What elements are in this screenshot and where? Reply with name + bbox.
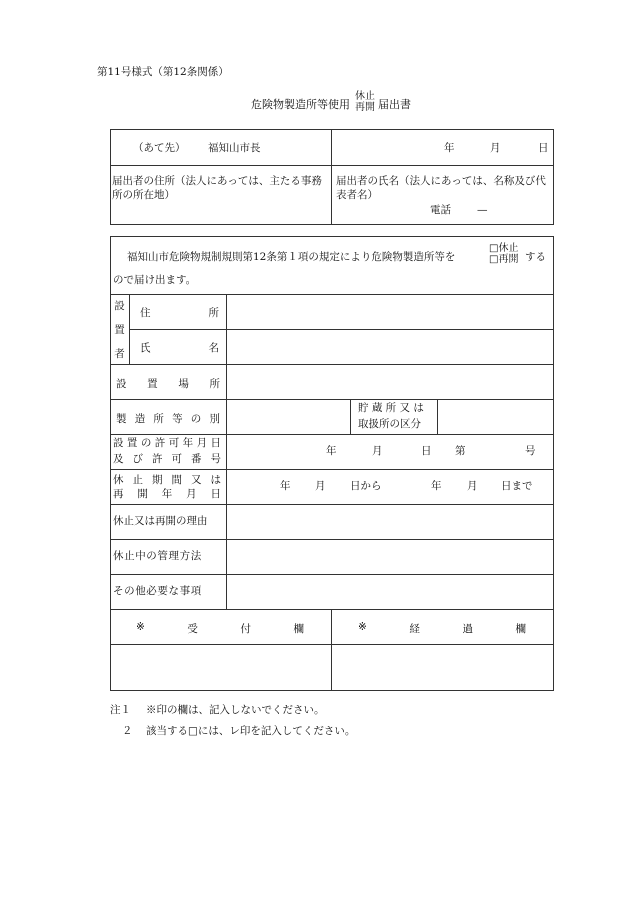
storage-right-rule	[437, 399, 438, 434]
location-label	[116, 376, 220, 391]
label-char: 又	[191, 474, 202, 486]
installer-char: 置	[114, 324, 125, 336]
location-input[interactable]	[228, 366, 552, 398]
date-day-label: 日	[538, 142, 549, 154]
label-char: 許	[152, 453, 163, 465]
label-char: 置	[147, 378, 158, 390]
label-char: 欄	[293, 623, 304, 635]
progress-area	[333, 646, 552, 689]
label-char: 号	[210, 453, 221, 465]
row-rule	[110, 399, 554, 400]
period-from-month: 月	[315, 480, 326, 492]
label-char: 可	[171, 453, 182, 465]
label-char: 月	[186, 488, 197, 500]
date-year-label: 年	[444, 142, 455, 154]
period-to-month: 月	[467, 480, 478, 492]
note1-prefix: 注１	[110, 704, 131, 716]
label-char: 開	[137, 488, 148, 500]
applicant-address-field[interactable]	[112, 175, 328, 202]
label-char: 間	[171, 474, 182, 486]
label-char: 所	[153, 413, 164, 425]
installer-name-label	[140, 340, 219, 355]
period-from-year: 年	[280, 480, 291, 492]
permit-no-prefix: 第	[455, 445, 466, 457]
statement-line2: ので届け出ます。	[113, 274, 197, 286]
facility-type-input[interactable]	[228, 401, 349, 433]
row-rule	[129, 329, 554, 330]
installer-name-input[interactable]	[228, 331, 552, 363]
label-char: は	[210, 474, 221, 486]
installer-char: 者	[114, 348, 125, 360]
statement-checkbox-stack[interactable]	[489, 244, 518, 265]
label-char: 所	[209, 378, 220, 390]
checkbox-suspend[interactable]: □休止	[489, 243, 519, 254]
row-rule	[110, 644, 554, 645]
storage-class-input[interactable]	[439, 401, 552, 433]
date-month-label: 月	[490, 142, 501, 154]
label-char: ※	[136, 621, 145, 633]
permit-label-line1: 設置の許可年月日	[113, 437, 221, 449]
label-char: 等	[172, 413, 183, 425]
progress-header	[358, 621, 526, 636]
label-char: 期	[152, 474, 163, 486]
title-prefix: 危険物製造所等使用	[251, 98, 350, 111]
form-number: 第11号様式（第12条関係）	[97, 66, 229, 78]
label-char: の	[190, 413, 202, 425]
header-divider	[110, 165, 554, 166]
label-char: 日	[210, 488, 221, 500]
reason-label: 休止又は再開の理由	[113, 515, 208, 527]
label-char: 経	[409, 623, 420, 635]
label-char: 及	[113, 453, 124, 465]
storage-label-line1: 貯 蔵 所 又 は	[358, 402, 424, 414]
addressee-label: （あて先）	[133, 142, 186, 154]
addressee-name: 福知山市長	[208, 142, 261, 154]
label-char: び	[132, 453, 143, 465]
management-input[interactable]	[228, 541, 552, 573]
phone-label[interactable]: 電話	[430, 204, 451, 216]
title-option-resume: 再開	[355, 101, 375, 113]
label-char: 年	[161, 488, 173, 500]
reception-area	[112, 646, 330, 689]
permit-month-label: 月	[372, 445, 383, 457]
applicant-name-label: 届出者の氏名（法人にあっては、名称及び代表者名）	[336, 175, 546, 201]
storage-left-rule	[350, 399, 351, 434]
label-char: 過	[462, 623, 473, 635]
period-label-line2	[113, 486, 221, 501]
row-rule	[110, 294, 554, 295]
note2-text: 該当する□には、レ印を記入してください。	[146, 725, 356, 737]
reception-header	[136, 621, 304, 636]
title-option-suspend: 休止	[355, 91, 375, 102]
note2-prefix: ２	[122, 725, 133, 737]
management-label: 休止中の管理方法	[113, 550, 202, 562]
phone-dash: —	[477, 204, 488, 216]
label-char: 別	[209, 413, 220, 425]
other-label: その他必要な事項	[113, 585, 202, 597]
permit-label-line2	[113, 451, 221, 466]
label-char: 欄	[515, 623, 526, 635]
statement-suffix: する	[525, 251, 546, 263]
permit-year-label: 年	[326, 445, 337, 457]
row-rule	[110, 469, 554, 470]
applicant-name-field[interactable]	[336, 175, 550, 202]
header-column-divider	[331, 129, 332, 225]
installer-char: 設	[114, 300, 125, 312]
reception-column-rule	[331, 609, 332, 691]
row-rule	[110, 574, 554, 575]
label-char: 造	[134, 413, 146, 425]
facility-type-label	[116, 411, 220, 426]
period-from-day: 日から	[350, 480, 382, 492]
title-option-stack	[355, 92, 375, 113]
statement-line1: 福知山市危険物規制規則第12条第１項の規定により危険物製造所等を	[127, 251, 456, 263]
label-char: 住	[140, 307, 151, 319]
permit-no-suffix: 号	[525, 445, 536, 457]
applicant-address-label: 届出者の住所（法人にあっては、主たる事務所の所在地）	[112, 175, 322, 201]
installer-label	[111, 298, 128, 361]
label-char: 付	[240, 623, 251, 635]
label-char: 止	[132, 474, 143, 486]
label-char: 製	[116, 413, 127, 425]
label-char: 設	[116, 378, 127, 390]
checkbox-resume[interactable]: □再開	[489, 253, 519, 265]
note1-text: ※印の欄は、記入しないでください。	[146, 704, 325, 716]
label-char: 番	[191, 453, 202, 465]
label-char: 所	[208, 307, 219, 319]
label-char: 休	[113, 474, 124, 486]
installer-column-rule	[129, 294, 130, 364]
label-char: 氏	[140, 342, 151, 354]
reason-input[interactable]	[228, 506, 552, 538]
permit-input[interactable]	[228, 436, 552, 468]
row-rule	[110, 609, 554, 610]
row-rule	[110, 504, 554, 505]
row-rule	[110, 434, 554, 435]
storage-label-line2: 取扱所の区分	[358, 418, 421, 430]
period-to-day: 日まで	[501, 480, 533, 492]
label-char: 再	[113, 488, 124, 500]
label-column-rule	[226, 294, 227, 609]
installer-address-input[interactable]	[228, 296, 552, 328]
other-input[interactable]	[228, 576, 552, 608]
row-rule	[110, 539, 554, 540]
period-to-year: 年	[431, 480, 442, 492]
period-label-line1	[113, 472, 221, 487]
permit-day-label: 日	[421, 445, 432, 457]
row-rule	[110, 364, 554, 365]
label-char: 名	[208, 342, 219, 354]
label-char: ※	[358, 621, 367, 633]
title-suffix: 届出書	[378, 98, 411, 111]
label-char: 受	[187, 623, 198, 635]
installer-address-label	[140, 305, 219, 320]
label-char: 場	[178, 378, 189, 390]
